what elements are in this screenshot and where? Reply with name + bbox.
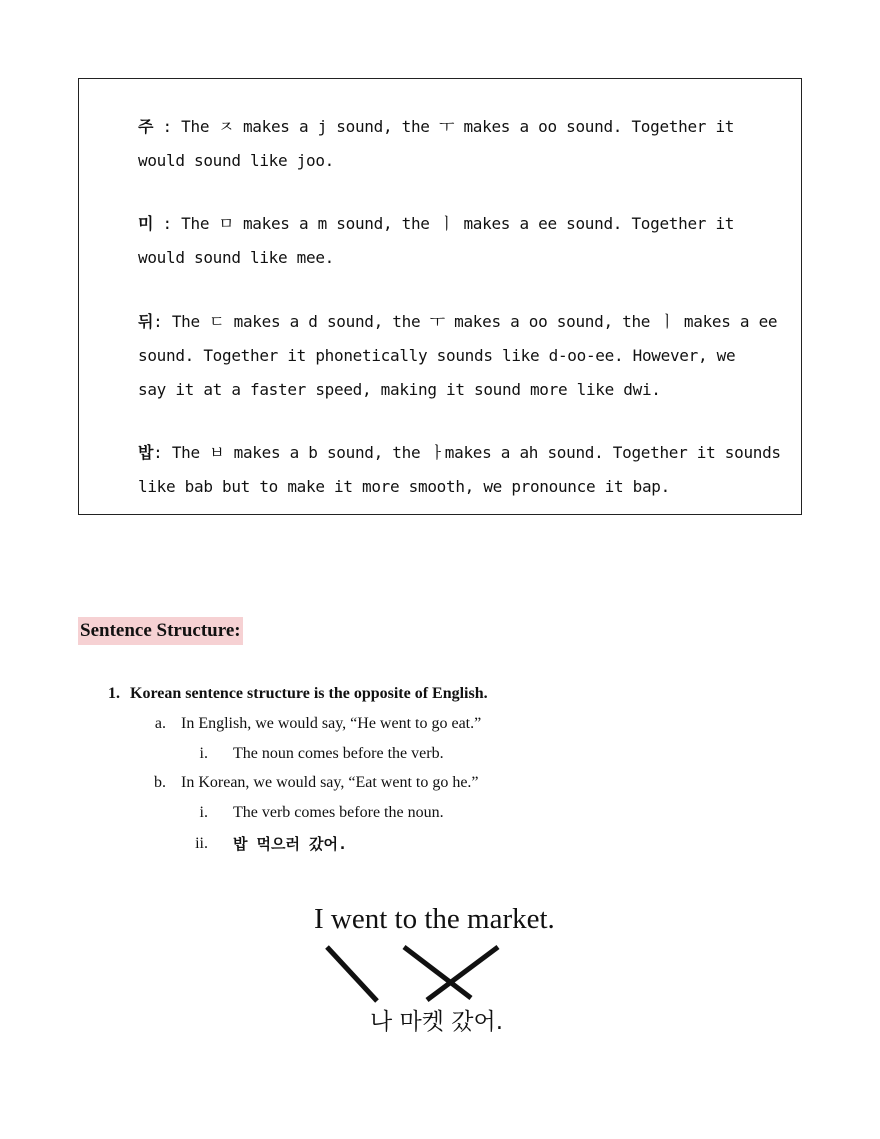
line-text: : The ㅂ makes a b sound, the ㅏmakes a ah sound. Together it sounds <box>153 443 781 462</box>
paragraph-line: like bab but to make it more smooth, we pronounce it bap. <box>138 477 670 496</box>
paragraph-line <box>138 110 798 144</box>
paragraph-line: would sound like mee. <box>138 248 334 267</box>
line-text: : The ㅈ makes a j sound, the ㅜ makes a oo sound. Together it <box>153 117 735 136</box>
pronunciation-paragraph-dwi <box>138 305 798 407</box>
line-text: : The ㄷ makes a d sound, the ㅜ makes a oo sound, the ㅣ makes a ee <box>153 312 778 331</box>
list-item-text: The noun comes before the verb. <box>233 745 444 762</box>
sentence-order-diagram <box>300 895 600 1045</box>
line-text: : The ㅁ makes a m sound, the ㅣ makes a ee sound. Together it <box>153 214 735 233</box>
connector-line <box>327 947 377 1001</box>
pronunciation-paragraph-bap <box>138 436 798 504</box>
list-roman: i. <box>199 745 208 762</box>
list-letter: a. <box>154 715 166 732</box>
english-sentence: I went to the market. <box>314 903 555 935</box>
korean-sentence-figure: 나 마켓 갔어. <box>370 1009 504 1035</box>
paragraph-line <box>138 436 798 470</box>
list-item-text: The verb comes before the noun. <box>233 804 444 821</box>
paragraph-line: say it at a faster speed, making it sound more like dwi. <box>138 380 661 399</box>
paragraph-line: sound. Together it phonetically sounds like d-oo-ee. However, we <box>138 346 736 365</box>
list-roman: i. <box>199 804 208 821</box>
korean-sentence: 밥 먹으러 갔어. <box>233 835 348 853</box>
list-number: 1. <box>108 685 120 702</box>
list-letter: b. <box>154 774 166 791</box>
section-title: Sentence Structure: <box>78 617 243 645</box>
list-roman: ii. <box>195 835 208 852</box>
paragraph-line <box>138 207 798 241</box>
list-item-text: Korean sentence structure is the opposite of English. <box>130 685 488 702</box>
list-item-text: In English, we would say, “He went to go eat.” <box>181 715 482 732</box>
list-item-text: In Korean, we would say, “Eat went to go he.” <box>181 774 479 791</box>
paragraph-line <box>138 305 798 339</box>
pronunciation-paragraph-mee <box>138 207 798 275</box>
korean-syllable: 미 <box>138 214 154 233</box>
pronunciation-paragraph-joo <box>138 110 798 178</box>
korean-syllable: 밥 <box>138 443 154 462</box>
korean-syllable: 주 <box>138 117 154 136</box>
paragraph-line: would sound like joo. <box>138 151 334 170</box>
korean-syllable: 뒤 <box>138 312 154 331</box>
